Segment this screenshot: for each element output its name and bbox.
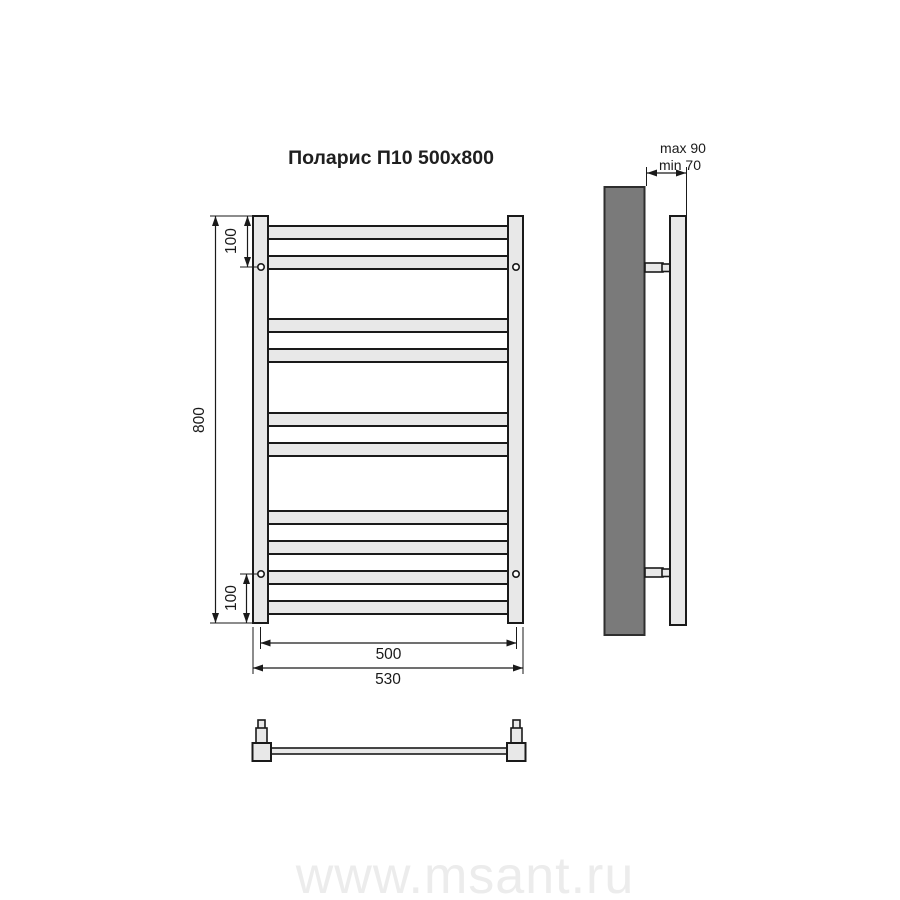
right-post (508, 216, 523, 623)
bracket-collar-bottom (662, 569, 670, 577)
right-fitting-block (507, 743, 526, 761)
wall (605, 187, 645, 635)
mount-hole-bottom-right (513, 571, 519, 577)
rung-9 (262, 571, 514, 584)
dimension-label-wall-distance-min: min 70 (658, 157, 702, 173)
bracket-arm-bottom (645, 568, 663, 577)
rung-2 (262, 256, 514, 269)
left-fitting-neck (256, 728, 267, 744)
front-view (191, 216, 523, 688)
dimension-label-bottom-offset: 100 (223, 585, 240, 611)
rung-3 (262, 319, 514, 332)
dimension-label-overall-height: 800 (191, 407, 208, 433)
dimension-label-wall-distance-max: max 90 (660, 140, 706, 156)
right-fitting-neck (511, 728, 522, 744)
rung-4 (262, 349, 514, 362)
mount-hole-top-right (513, 264, 519, 270)
bracket-arm-top (645, 263, 663, 272)
rung-5 (262, 413, 514, 426)
drawing-title: Поларис П10 500x800 (288, 147, 494, 169)
rung-8 (262, 541, 514, 554)
rung-7 (262, 511, 514, 524)
side-post (670, 216, 686, 625)
mount-hole-top-left (258, 264, 264, 270)
rung-10 (262, 601, 514, 614)
bottom-view (253, 720, 526, 761)
side-view (605, 140, 707, 635)
dimension-label-top-offset: 100 (223, 228, 240, 254)
watermark: www.msant.ru (295, 847, 635, 900)
left-fitting-block (253, 743, 272, 761)
rail-tube (268, 748, 510, 754)
bracket-collar-top (662, 264, 670, 272)
dimension-label-overall-width: 530 (375, 671, 401, 688)
rung-1 (262, 226, 514, 239)
left-post (253, 216, 268, 623)
rung-6 (262, 443, 514, 456)
dimension-label-axis-width: 500 (375, 646, 402, 663)
mount-hole-bottom-left (258, 571, 264, 577)
